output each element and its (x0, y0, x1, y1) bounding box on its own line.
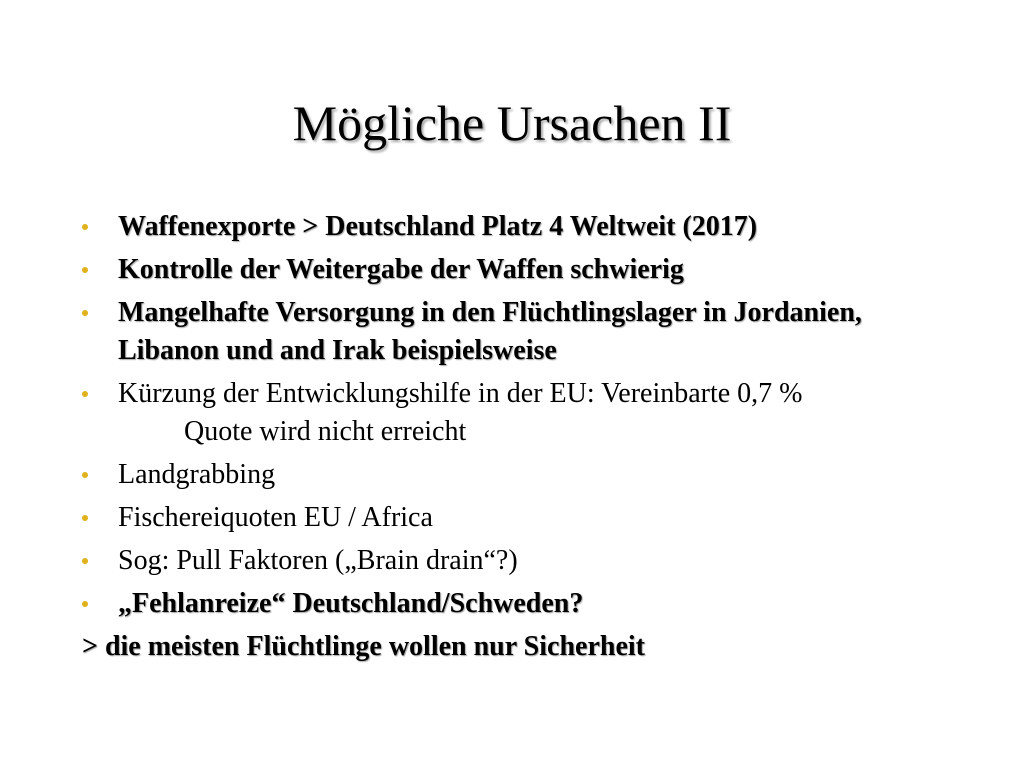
list-item-text: Fischereiquoten EU / Africa (118, 502, 433, 533)
list-item-text: Kontrolle der Weitergabe der Waffen schwierig (118, 254, 684, 285)
bullet-dot-icon (82, 472, 88, 478)
list-item (82, 585, 962, 623)
list-item-text: Mangelhafte Versorgung in den Flüchtlingslager in Jordanien, (118, 297, 862, 328)
list-item (82, 456, 962, 494)
bullet-dot-icon (82, 267, 88, 273)
bullet-dot-icon (82, 310, 88, 316)
list-item-text: „Fehlanreize“ Deutschland/Schweden? (118, 588, 584, 619)
list-item (82, 375, 962, 451)
list-item-text: Kürzung der Entwicklungshilfe in der EU: Vereinbarte 0,7 % (118, 378, 803, 409)
bullet-dot-icon (82, 558, 88, 564)
list-item-text-continued: Quote wird nicht erreicht (184, 416, 467, 447)
bullet-dot-icon (82, 515, 88, 521)
list-item (82, 251, 962, 289)
list-item-text-continued: Libanon und and Irak beispielsweise (118, 335, 557, 366)
bullet-list (82, 208, 962, 666)
bullet-dot-icon (82, 601, 88, 607)
conclusion-text: > die meisten Flüchtlinge wollen nur Sicherheit (82, 631, 645, 662)
list-item (82, 208, 962, 246)
list-item-text: Waffenexporte > Deutschland Platz 4 Weltweit (2017) (118, 211, 758, 242)
bullet-dot-icon (82, 391, 88, 397)
list-item (82, 294, 962, 370)
list-item-text: Sog: Pull Faktoren („Brain drain“?) (118, 545, 518, 576)
list-item (82, 499, 962, 537)
slide-title: Mögliche Ursachen II (292, 95, 732, 151)
list-item-text: Landgrabbing (118, 459, 276, 490)
bullet-dot-icon (82, 224, 88, 230)
list-item (82, 542, 962, 580)
